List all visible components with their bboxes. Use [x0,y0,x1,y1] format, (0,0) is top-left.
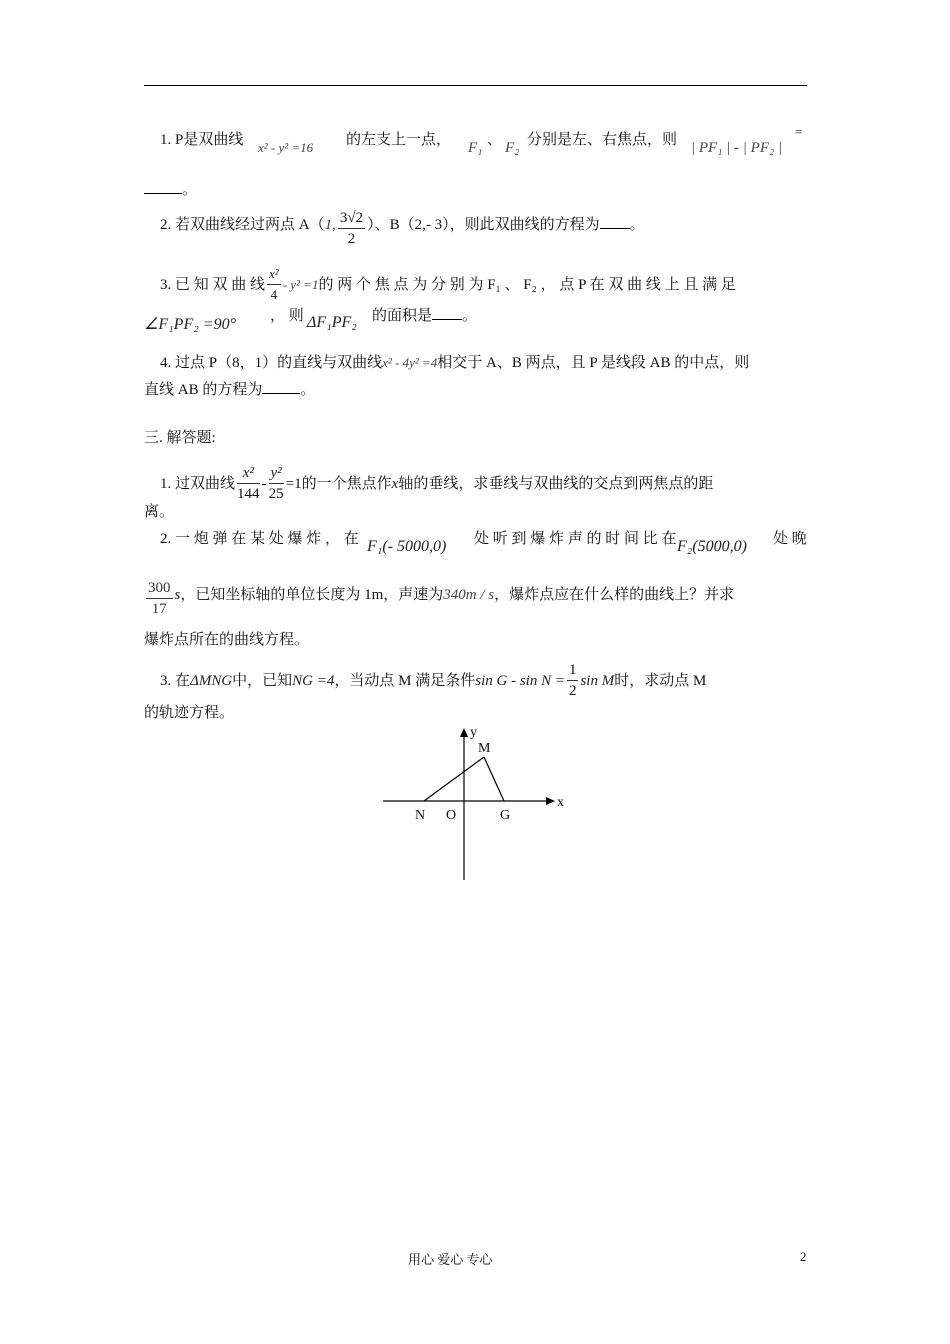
q3-triangle: ΔF₁PF₂ [307,314,357,331]
section-title: 三. 解答题: [144,430,216,446]
label-N: N [415,808,426,823]
label-O: O [446,808,457,823]
x-axis-arrow [546,797,555,805]
q1-answer-line: 。 [144,178,197,199]
p2-line3: 爆炸点所在的曲线方程。 [144,632,310,648]
p3-half: $\frac{1}{2}$ [568,662,577,699]
q1-sep: 、 [487,132,503,148]
q1-f1: F₁ [468,140,483,156]
p2-text2: 处 听 到 爆 炸 声 的 时 间 比 在 [474,531,677,547]
q4-line2: 直线 AB 的方程为 。 [144,382,316,398]
p2-f1: F₁(- 5000,0) [367,538,447,555]
y-axis-arrow [460,728,468,737]
p1-fraction-2: $\frac{\text{y²}}{25}$ [268,465,284,502]
q2-blank [600,216,630,229]
p2-line2: $\frac{300}{17}$ s，已知坐标轴的单位长度为 1m，声速为340m / s，爆炸点应在什么样的曲线上？并求 [148,580,735,617]
p1-line1: 1. 过双曲线 $\frac{\text{x²}}{144}$ - $\frac{\text{y²}}{25}$ =1的一个焦点作x轴的垂线，求垂线与双曲线的交点到两焦点的距 [160,465,714,502]
p2-text3: 处 晚 [773,531,807,547]
q1-eqsign: = [795,124,803,139]
q4-line1: 4. 过点 P（8，1）的直线与双曲线x² - 4y² =4相交于 A、B 两点，且 P 是线段 AB 的中点，则 [160,355,750,371]
q2-fraction: $\frac{3√2}{2}$ [339,210,364,247]
q1-blank [144,181,182,194]
p1-line2: 离。 [144,504,175,520]
label-G: G [500,808,511,823]
q3-text3: ， 则 [270,308,304,324]
segment-MG [484,757,504,801]
q1-text3: 分别是左、右焦点，则 [527,132,678,148]
triangle-figure [375,720,575,885]
p2-fraction: $\frac{300}{17}$ [148,580,171,617]
q1-line1: 1. P是双曲线 [160,132,244,148]
header-rule [144,85,807,86]
q3-blank [432,307,462,320]
label-y: y [470,725,477,740]
page-number: 2 [800,1249,807,1264]
q1-f2: F₂ [505,140,520,156]
q3-text4: 的面积是 。 [372,308,478,324]
p3-line2: 的轨迹方程。 [144,705,235,721]
segment-NM [424,757,484,801]
label-x: x [557,795,564,810]
q3-line1: 3. 已 知 双 曲 线 $\frac{\text{x²}}{4}$ - y² =1的 两 个 焦 点 为 分 别 为 F₁ 、 F₂ ， 点 P 在 双 曲 线 上 且 满 足 [160,264,736,305]
p3-line1: 3. 在ΔMNG中，已知NG =4，当动点 M 满足条件sin G - sin N = $\frac{1}{2}$ sin M时，求动点 M [160,662,707,699]
footer-center: 用心 爱心 专心 [408,1252,493,1267]
p2-line1: 2. 一 炮 弹 在 某 处 爆 炸 ， 在 [160,531,359,547]
q1-expression: | PF₁ | - | PF₂ | [691,140,783,156]
q4-blank [262,381,300,394]
q2-line: 2. 若双曲线经过两点 A（1, $\frac{3√2}{2}$ ）、B（2,- 3），则此双曲线的方程为 。 [160,210,645,247]
q1-text2: 的左支上一点， [346,132,452,148]
q1-equation: x² - y² =16 [258,140,314,155]
label-M: M [478,741,491,756]
p2-f2: F₂(5000,0) [677,538,747,555]
p1-fraction-1: $\frac{\text{x²}}{144}$ [237,465,260,502]
q3-angle: ∠F₁PF₂ =90° [144,316,236,333]
q3-fraction: $\frac{\text{x²}}{4}$ [269,266,279,302]
